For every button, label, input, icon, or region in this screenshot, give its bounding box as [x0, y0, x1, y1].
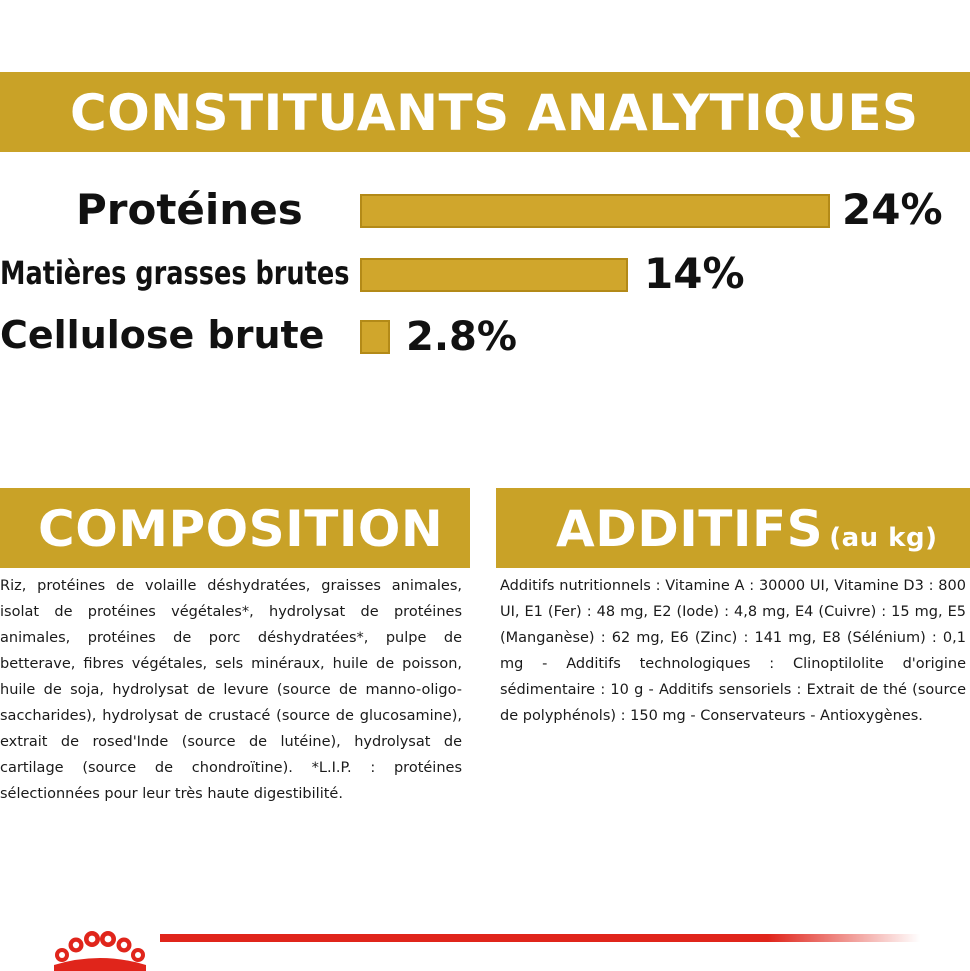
bar-cellulose [360, 320, 390, 354]
additifs-text: Additifs nutritionnels : Vitamine A : 30000 UI, Vitamine D3 : 800 UI, E1 (Fer) : 48 mg, E2 (Iode) : 4,8 mg, E4 (Cuivre) : 15 mg, E5 (Manganèse) : 62 mg, E6 (Zinc) : 141 mg, E8 (Sélénium) : 0,1 mg - Additifs technologiques : Clinoptilolite d'origine sédimentaire : 10 g - Additifs sensoriels : Extrait de thé (source de polyphénols) : 150 mg - Conservateurs - Antioxygènes. [500, 578, 966, 724]
composition-text: Riz, protéines de volaille déshydratées, graisses animales, isolat de protéines végétales*, hydrolysat de protéines animales, protéines de porc déshydratées*, pulpe de betterave, fibres végétales, sels minéraux, huile de poisson, huile de soja, hydrolysat de levure (source de manno-oligo-saccharides), hydrolysat de crustacé (source de glucosamine), extrait de rosed'Inde (source de lutéine), hydrolysat de cartilage (source de chondroïtine). *L.I.P. : protéines sélectionnées pour leur très haute digestibilité. [0, 578, 462, 802]
composition-title: COMPOSITION [38, 500, 444, 558]
analytic-banner [0, 72, 970, 152]
additifs-suffix: (au kg) [829, 523, 938, 553]
row-label-cellulose: Cellulose brute [0, 313, 325, 357]
additifs-title: ADDITIFS [556, 500, 824, 558]
analytic-title: CONSTITUANTS ANALYTIQUES [70, 84, 919, 142]
value-matieres-grasses: 14% [644, 249, 745, 298]
bar-proteines [360, 194, 830, 228]
additifs-title-wrap [556, 498, 937, 569]
footer-red-line [160, 934, 920, 942]
additifs-banner [496, 488, 970, 568]
value-proteines: 24% [842, 185, 943, 234]
row-label-proteines: Protéines [76, 185, 303, 234]
bar-matieres-grasses [360, 258, 628, 292]
composition-banner [0, 488, 470, 568]
row-label-matieres-grasses: Matières grasses brutes [0, 254, 350, 292]
royal-canin-crown-icon [40, 905, 160, 971]
value-cellulose: 2.8% [406, 314, 517, 360]
